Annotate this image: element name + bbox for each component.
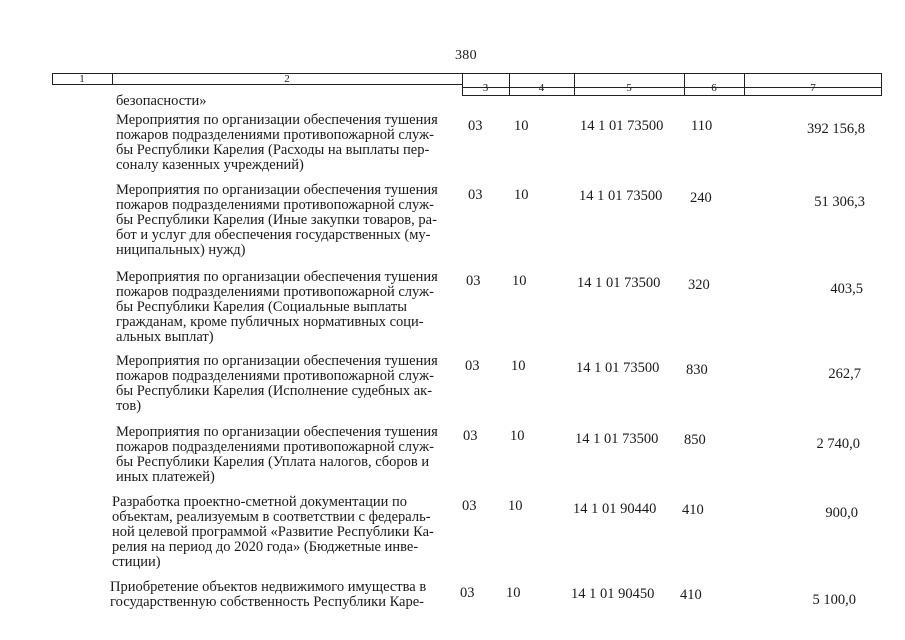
subsection-code: 10	[511, 358, 526, 374]
section-code: 03	[468, 187, 483, 203]
desc-line: тов)	[116, 398, 142, 414]
row-description	[116, 354, 456, 414]
amount: 392 156,8	[807, 121, 865, 137]
subsection-code: 10	[508, 498, 523, 514]
expense-type-code: 410	[682, 502, 704, 518]
desc-line: Мероприятия по организации обеспечения тушения	[116, 424, 438, 440]
page-number: 380	[455, 48, 477, 63]
col-5-number: 5	[626, 82, 632, 94]
expense-type-code: 850	[684, 432, 706, 448]
desc-line: объектам, реализуемым в соответствии с федераль-	[112, 509, 431, 525]
amount: 51 306,3	[814, 194, 865, 210]
amount: 900,0	[825, 505, 858, 521]
row-description	[112, 495, 452, 570]
section-code: 03	[463, 428, 478, 444]
row-description	[116, 183, 456, 258]
desc-line: бы Республики Карелия (Исполнение судебных ак-	[116, 383, 433, 399]
subsection-code: 10	[514, 187, 529, 203]
desc-line: Мероприятия по организации обеспечения тушения	[116, 269, 438, 285]
desc-line: иных платежей)	[116, 469, 215, 485]
subsection-code: 10	[510, 428, 525, 444]
desc-line: стиции)	[112, 554, 161, 570]
expense-type-code: 110	[691, 118, 713, 134]
col-2-number: 2	[284, 73, 290, 85]
table-header-row	[52, 73, 882, 95]
target-article-code: 14 1 01 90450	[571, 586, 655, 602]
desc-line: Приобретение объектов недвижимого имущества в	[110, 579, 427, 595]
target-article-code: 14 1 01 73500	[579, 188, 663, 204]
desc-line: гражданам, кроме публичных нормативных соци-	[116, 314, 424, 330]
desc-line: бы Республики Карелия (Социальные выплаты	[116, 299, 407, 315]
desc-line: пожаров подразделениями противопожарной служ-	[116, 197, 434, 213]
amount: 5 100,0	[812, 592, 856, 608]
desc-line: ной целевой программой «Развитие Республики Ка-	[112, 524, 434, 540]
amount: 2 740,0	[816, 436, 860, 452]
target-article-code: 14 1 01 73500	[575, 431, 659, 447]
row-description	[116, 113, 456, 173]
col-7-number: 7	[810, 82, 816, 94]
subsection-code: 10	[506, 585, 521, 601]
desc-line: бы Республики Карелия (Расходы на выплаты пер-	[116, 142, 430, 158]
desc-line: бы Республики Карелия (Иные закупки товаров, ра-	[116, 212, 437, 228]
row-description	[116, 270, 456, 345]
expense-type-code: 320	[688, 277, 710, 293]
desc-line: альных выплат)	[116, 329, 214, 345]
row-description	[116, 425, 456, 485]
desc-line: бы Республики Карелия (Уплата налогов, сборов и	[116, 454, 430, 470]
continuation-text: безопасности»	[116, 93, 207, 109]
target-article-code: 14 1 01 90440	[573, 501, 657, 517]
section-code: 03	[462, 498, 477, 514]
col-6-number: 6	[711, 82, 717, 94]
desc-line: релия на период до 2020 года» (Бюджетные инве-	[112, 539, 419, 555]
desc-line: соналу казенных учреждений)	[116, 157, 304, 173]
section-code: 03	[468, 118, 483, 134]
amount: 262,7	[828, 366, 861, 382]
col-4-number: 4	[538, 82, 545, 94]
section-code: 03	[460, 585, 475, 601]
section-code: 03	[466, 273, 481, 289]
subsection-code: 10	[512, 273, 527, 289]
desc-line: Мероприятия по организации обеспечения тушения	[116, 353, 438, 369]
desc-line: пожаров подразделениями противопожарной служ-	[116, 127, 434, 143]
subsection-code: 10	[514, 118, 529, 134]
desc-line: ниципальных) нужд)	[116, 242, 246, 258]
expense-type-code: 240	[690, 190, 712, 206]
target-article-code: 14 1 01 73500	[576, 360, 660, 376]
target-article-code: 14 1 01 73500	[577, 275, 661, 291]
desc-line: бот и услуг для обеспечения государственных (му-	[116, 227, 431, 243]
desc-line: пожаров подразделениями противопожарной служ-	[116, 368, 434, 384]
desc-line: пожаров подразделениями противопожарной служ-	[116, 439, 434, 455]
col-3-number: 3	[482, 82, 489, 94]
row-description	[110, 580, 450, 610]
section-code: 03	[465, 358, 480, 374]
desc-line: государственную собственность Республики Каре-	[110, 594, 425, 610]
desc-line: Разработка проектно-сметной документации по	[112, 494, 408, 510]
col-1-number: 1	[79, 73, 85, 85]
target-article-code: 14 1 01 73500	[580, 118, 664, 134]
expense-type-code: 830	[686, 362, 708, 378]
desc-line: Мероприятия по организации обеспечения тушения	[116, 112, 438, 128]
expense-type-code: 410	[680, 587, 702, 603]
amount: 403,5	[830, 281, 863, 297]
desc-line: Мероприятия по организации обеспечения тушения	[116, 182, 438, 198]
desc-line: пожаров подразделениями противопожарной служ-	[116, 284, 434, 300]
